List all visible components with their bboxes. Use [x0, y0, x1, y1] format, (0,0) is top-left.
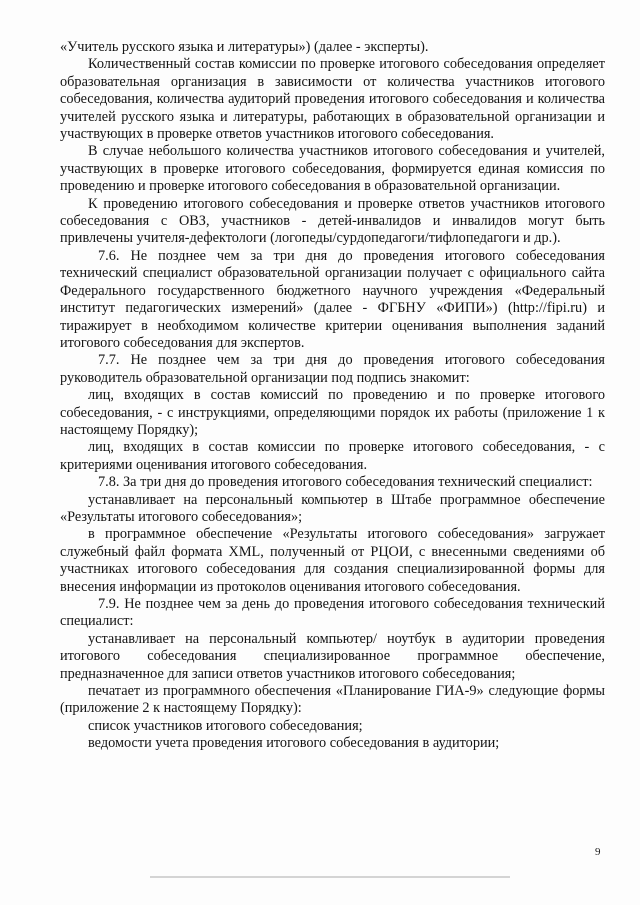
scan-edge-line	[150, 876, 510, 878]
paragraph-7-7-item-2: лиц, входящих в состав комиссии по проверке итогового собеседования, - с критериями оценивания итогового собеседования.	[60, 439, 605, 473]
paragraph-7-8-item-2: в программное обеспечение «Результаты итогового собеседования» загружает служебный файл формата XML, полученный от РЦОИ, с внесенными сведениями об участниках итогового собеседования для создания специализированной формы для внесения информации из протоколов оценивания итогового собеседования.	[60, 526, 605, 595]
paragraph-7-9-item-2: печатает из программного обеспечения «Планирование ГИА-9» следующие формы (приложение 2 к настоящему Порядку):	[60, 683, 605, 717]
paragraph-7-7: 7.7. Не позднее чем за три дня до проведения итогового собеседования руководитель образовательной организации под подпись знакомит:	[60, 352, 605, 386]
paragraph-7-6: 7.6. Не позднее чем за три дня до проведения итогового собеседования технический специалист образовательной организации получает с официального сайта Федерального государственного бюджетного научного учреждения «Федеральный институт педагогических измерений» (далее - ФГБНУ «ФИПИ») (http://fipi.ru) и тиражирует в необходимом количестве критерии оценивания выполнения заданий итогового собеседования для экспертов.	[60, 247, 605, 351]
paragraph-7-9-item-4: ведомости учета проведения итогового собеседования в аудитории;	[88, 735, 500, 752]
paragraph-ovz: К проведению итогового собеседования и проверке ответов участников итогового собеседования с ОВЗ, участников - детей-инвалидов и инвалидов могут быть привлечены учителя-дефектологи (логопеды/сурдопедагоги/тифлопедагоги и др.).	[60, 195, 605, 247]
paragraph-7-8-item-1: устанавливает на персональный компьютер в Штабе программное обеспечение «Результаты итогового собеседования»;	[60, 491, 605, 525]
paragraph-7-9: 7.9. Не позднее чем за день до проведения итогового собеседования технический специалист:	[60, 596, 605, 630]
document-body	[60, 39, 605, 753]
paragraph-commission-size: Количественный состав комиссии по проверке итогового собеседования определяет образовательная организация в зависимости от количества участников итогового собеседования, количества аудиторий проведения итогового собеседования и количества учителей русского языка и литературы, работающих в образовательной организации и участвующих в проверке ответов участников итогового собеседования.	[60, 56, 605, 143]
paragraph-7-9-item-1: устанавливает на персональный компьютер/ ноутбук в аудитории проведения итогового собеседования специализированное программное обеспечение, предназначенное для записи ответов участников итогового собеседования;	[60, 630, 605, 682]
page-number: 9	[595, 846, 601, 858]
paragraph-7-7-item-1: лиц, входящих в состав комиссий по проведению и по проверке итогового собеседования, - с инструкциями, определяющими порядок их работы (приложение 1 к настоящему Порядку);	[60, 387, 605, 438]
paragraph-7-8: 7.8. За три дня до проведения итогового собеседования технический специалист:	[98, 474, 593, 491]
paragraph-single-commission: В случае небольшого количества участников итогового собеседования и учителей, участвующих в проверке итогового собеседования, формируется единая комиссия по проведению и проверке итогового собеседования в образовательной организации.	[60, 143, 605, 195]
paragraph-7-9-item-3: список участников итогового собеседования;	[88, 717, 363, 734]
paragraph-experts: «Учитель русского языка и литературы») (далее - эксперты).	[60, 39, 429, 55]
